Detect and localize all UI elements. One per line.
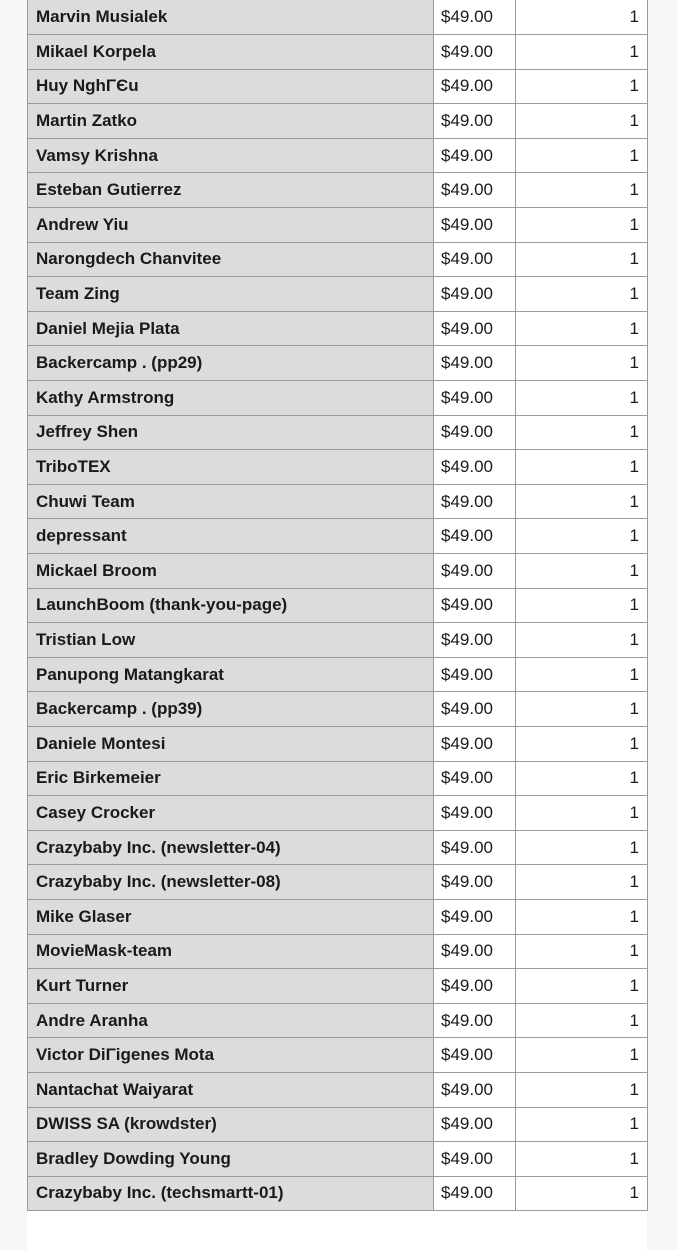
quantity-cell[interactable]: 1 — [516, 1142, 648, 1177]
name-cell[interactable]: Tristian Low — [28, 623, 434, 658]
quantity-cell[interactable]: 1 — [516, 242, 648, 277]
table-row — [28, 277, 648, 312]
price-cell[interactable]: $49.00 — [434, 450, 516, 485]
quantity-cell[interactable]: 1 — [516, 1038, 648, 1073]
quantity-cell[interactable]: 1 — [516, 277, 648, 312]
name-cell[interactable]: Huy NghΓЄu — [28, 69, 434, 104]
price-cell[interactable]: $49.00 — [434, 173, 516, 208]
table-row — [28, 35, 648, 70]
price-cell[interactable]: $49.00 — [434, 104, 516, 139]
table-row — [28, 346, 648, 381]
backers-table — [27, 0, 648, 1211]
quantity-cell[interactable]: 1 — [516, 138, 648, 173]
table-body — [28, 0, 648, 1211]
table-row — [28, 657, 648, 692]
table-row — [28, 381, 648, 416]
name-cell[interactable]: Kurt Turner — [28, 969, 434, 1004]
name-cell[interactable]: Andre Aranha — [28, 1003, 434, 1038]
quantity-cell[interactable]: 1 — [516, 450, 648, 485]
name-cell[interactable]: Marvin Musialek — [28, 0, 434, 35]
quantity-cell[interactable]: 1 — [516, 346, 648, 381]
table-row — [28, 623, 648, 658]
quantity-cell[interactable]: 1 — [516, 692, 648, 727]
quantity-cell[interactable]: 1 — [516, 208, 648, 243]
name-cell[interactable]: Victor DiΓigenes Mota — [28, 1038, 434, 1073]
price-cell[interactable]: $49.00 — [434, 484, 516, 519]
price-cell[interactable]: $49.00 — [434, 35, 516, 70]
name-cell[interactable]: Eric Birkemeier — [28, 761, 434, 796]
table-row — [28, 796, 648, 831]
price-cell[interactable]: $49.00 — [434, 657, 516, 692]
quantity-cell[interactable]: 1 — [516, 796, 648, 831]
price-cell[interactable]: $49.00 — [434, 242, 516, 277]
table-row — [28, 173, 648, 208]
table-row — [28, 242, 648, 277]
table-row — [28, 138, 648, 173]
table-row — [28, 554, 648, 589]
price-cell[interactable]: $49.00 — [434, 1176, 516, 1211]
quantity-cell[interactable]: 1 — [516, 865, 648, 900]
table-row — [28, 415, 648, 450]
name-cell[interactable]: Crazybaby Inc. (newsletter-08) — [28, 865, 434, 900]
price-cell[interactable]: $49.00 — [434, 1038, 516, 1073]
price-cell[interactable]: $49.00 — [434, 138, 516, 173]
name-cell[interactable]: Kathy Armstrong — [28, 381, 434, 416]
quantity-cell[interactable]: 1 — [516, 554, 648, 589]
name-cell[interactable]: Mickael Broom — [28, 554, 434, 589]
price-cell[interactable]: $49.00 — [434, 208, 516, 243]
name-cell[interactable]: Jeffrey Shen — [28, 415, 434, 450]
price-cell[interactable]: $49.00 — [434, 311, 516, 346]
table-row — [28, 1038, 648, 1073]
name-cell[interactable]: Backercamp . (pp39) — [28, 692, 434, 727]
name-cell[interactable]: Mikael Korpela — [28, 35, 434, 70]
name-cell[interactable]: Team Zing — [28, 277, 434, 312]
name-cell[interactable]: Vamsy Krishna — [28, 138, 434, 173]
table-row — [28, 692, 648, 727]
quantity-cell[interactable]: 1 — [516, 657, 648, 692]
name-cell[interactable]: Daniel Mejia Plata — [28, 311, 434, 346]
price-cell[interactable]: $49.00 — [434, 865, 516, 900]
name-cell[interactable]: MovieMask-team — [28, 934, 434, 969]
price-cell[interactable]: $49.00 — [434, 554, 516, 589]
price-cell[interactable]: $49.00 — [434, 969, 516, 1004]
price-cell[interactable]: $49.00 — [434, 726, 516, 761]
spreadsheet — [27, 0, 647, 1250]
quantity-cell[interactable]: 1 — [516, 934, 648, 969]
quantity-cell[interactable]: 1 — [516, 1003, 648, 1038]
quantity-cell[interactable]: 1 — [516, 104, 648, 139]
price-cell[interactable]: $49.00 — [434, 346, 516, 381]
name-cell[interactable]: Andrew Yiu — [28, 208, 434, 243]
table-row — [28, 0, 648, 35]
quantity-cell[interactable]: 1 — [516, 830, 648, 865]
table-row — [28, 830, 648, 865]
price-cell[interactable]: $49.00 — [434, 415, 516, 450]
table-row — [28, 208, 648, 243]
table-row — [28, 104, 648, 139]
quantity-cell[interactable]: 1 — [516, 623, 648, 658]
table-row — [28, 519, 648, 554]
price-cell[interactable]: $49.00 — [434, 69, 516, 104]
table-row — [28, 484, 648, 519]
name-cell[interactable]: Nantachat Waiyarat — [28, 1072, 434, 1107]
name-cell[interactable]: TriboTEX — [28, 450, 434, 485]
table-row — [28, 311, 648, 346]
price-cell[interactable]: $49.00 — [434, 381, 516, 416]
quantity-cell[interactable]: 1 — [516, 519, 648, 554]
quantity-cell[interactable]: 1 — [516, 311, 648, 346]
quantity-cell[interactable]: 1 — [516, 899, 648, 934]
table-row — [28, 1142, 648, 1177]
price-cell[interactable]: $49.00 — [434, 692, 516, 727]
quantity-cell[interactable]: 1 — [516, 1107, 648, 1142]
price-cell[interactable]: $49.00 — [434, 588, 516, 623]
price-cell[interactable]: $49.00 — [434, 934, 516, 969]
table-row — [28, 934, 648, 969]
name-cell[interactable]: Bradley Dowding Young — [28, 1142, 434, 1177]
quantity-cell[interactable]: 1 — [516, 35, 648, 70]
price-cell[interactable]: $49.00 — [434, 899, 516, 934]
price-cell[interactable]: $49.00 — [434, 1107, 516, 1142]
name-cell[interactable]: depressant — [28, 519, 434, 554]
price-cell[interactable]: $49.00 — [434, 0, 516, 35]
quantity-cell[interactable]: 1 — [516, 484, 648, 519]
name-cell[interactable]: Panupong Matangkarat — [28, 657, 434, 692]
name-cell[interactable]: Casey Crocker — [28, 796, 434, 831]
table-row — [28, 69, 648, 104]
name-cell[interactable]: Daniele Montesi — [28, 726, 434, 761]
quantity-cell[interactable]: 1 — [516, 1176, 648, 1211]
quantity-cell[interactable]: 1 — [516, 381, 648, 416]
quantity-cell[interactable]: 1 — [516, 588, 648, 623]
quantity-cell[interactable]: 1 — [516, 173, 648, 208]
table-row — [28, 1176, 648, 1211]
name-cell[interactable]: Martin Zatko — [28, 104, 434, 139]
table-row — [28, 1107, 648, 1142]
quantity-cell[interactable]: 1 — [516, 761, 648, 796]
table-row — [28, 969, 648, 1004]
name-cell[interactable]: DWISS SA (krowdster) — [28, 1107, 434, 1142]
price-cell[interactable]: $49.00 — [434, 277, 516, 312]
table-row — [28, 865, 648, 900]
table-row — [28, 726, 648, 761]
table-row — [28, 761, 648, 796]
price-cell[interactable]: $49.00 — [434, 796, 516, 831]
price-cell[interactable]: $49.00 — [434, 830, 516, 865]
price-cell[interactable]: $49.00 — [434, 519, 516, 554]
name-cell[interactable]: LaunchBoom (thank-you-page) — [28, 588, 434, 623]
name-cell[interactable]: Crazybaby Inc. (techsmartt-01) — [28, 1176, 434, 1211]
table-row — [28, 450, 648, 485]
name-cell[interactable]: Backercamp . (pp29) — [28, 346, 434, 381]
name-cell[interactable]: Crazybaby Inc. (newsletter-04) — [28, 830, 434, 865]
name-cell[interactable]: Esteban Gutierrez — [28, 173, 434, 208]
name-cell[interactable]: Narongdech Chanvitee — [28, 242, 434, 277]
table-row — [28, 1072, 648, 1107]
table-row — [28, 1003, 648, 1038]
price-cell[interactable]: $49.00 — [434, 761, 516, 796]
name-cell[interactable]: Mike Glaser — [28, 899, 434, 934]
quantity-cell[interactable]: 1 — [516, 415, 648, 450]
name-cell[interactable]: Chuwi Team — [28, 484, 434, 519]
price-cell[interactable]: $49.00 — [434, 1142, 516, 1177]
table-row — [28, 899, 648, 934]
table-row — [28, 588, 648, 623]
price-cell[interactable]: $49.00 — [434, 1072, 516, 1107]
quantity-cell[interactable]: 1 — [516, 969, 648, 1004]
quantity-cell[interactable]: 1 — [516, 0, 648, 35]
price-cell[interactable]: $49.00 — [434, 623, 516, 658]
price-cell[interactable]: $49.00 — [434, 1003, 516, 1038]
quantity-cell[interactable]: 1 — [516, 726, 648, 761]
quantity-cell[interactable]: 1 — [516, 1072, 648, 1107]
quantity-cell[interactable]: 1 — [516, 69, 648, 104]
